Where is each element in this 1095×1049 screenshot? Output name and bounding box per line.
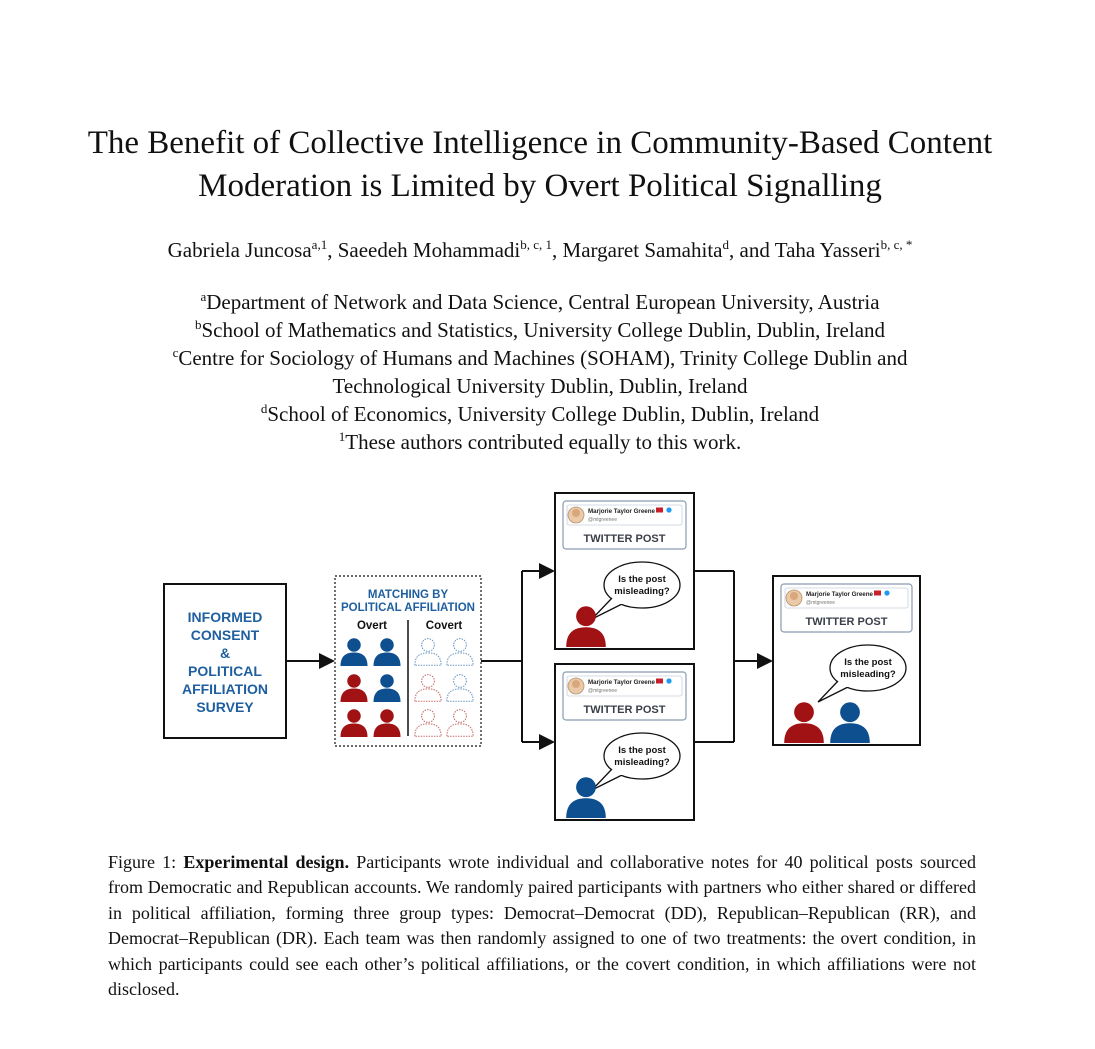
tweet-author-name: Marjorie Taylor Greene (806, 591, 873, 598)
tweet-handle: @mtgreenee (588, 517, 617, 523)
verified-icon (666, 507, 671, 512)
affiliation-superscript: 1 (338, 429, 346, 444)
consent-box-line: POLITICAL (188, 663, 262, 679)
affiliation-text: Department of Network and Data Science, Central European University, Austria (206, 290, 880, 314)
author-superscript: b, c, * (880, 237, 913, 252)
bubble-line-2: misleading? (614, 757, 670, 768)
flag-icon (656, 679, 663, 684)
tweet-handle: @mtgreenee (806, 600, 835, 606)
collaborative-note-panel (773, 576, 920, 745)
twitter-post-label: TWITTER POST (583, 704, 666, 716)
affiliation-text: These authors contributed equally to this work. (345, 430, 742, 454)
author-superscript: a,1 (311, 237, 328, 252)
author-superscript: d (722, 237, 729, 252)
affiliation-line (0, 372, 1080, 400)
affiliation-text: School of Economics, University College Dublin, Dublin, Ireland (267, 402, 820, 426)
author-superscript: b, c, 1 (520, 237, 553, 252)
overt-column-label: Overt (356, 620, 388, 632)
paper-title (0, 122, 1080, 208)
tweet-author-name: Marjorie Taylor Greene (588, 679, 655, 686)
covert-column-label: Covert (425, 620, 463, 632)
bubble-line-1: Is the post (844, 657, 892, 668)
bubble-line-1: Is the post (618, 745, 666, 756)
affiliation-line (0, 428, 1080, 456)
verified-icon (666, 678, 671, 683)
covert-condition-panel (555, 664, 694, 820)
twitter-post-label: TWITTER POST (805, 616, 888, 628)
twitter-post-label: TWITTER POST (583, 533, 666, 545)
matching-title-1: MATCHING BY (367, 589, 449, 601)
affiliation-line (0, 400, 1080, 428)
affiliation-superscript: a (200, 289, 207, 304)
affiliation-list (0, 288, 1080, 456)
affiliation-text: Centre for Sociology of Humans and Machines (SOHAM), Trinity College Dublin and (178, 346, 908, 370)
consent-survey-box (164, 584, 286, 738)
flag-icon (656, 508, 663, 513)
title-line-1: The Benefit of Collective Intelligence in Community-Based Content (87, 125, 993, 161)
author-list: Gabriela Juncosa$^{a,1}$, Saeedeh Mohammadi$^{b, c, 1}$, Margaret Samahita$^d$, and Taha Yasseri$^{b, c, *}$ (167, 237, 913, 262)
matching-box (335, 576, 481, 746)
affiliation-line (0, 344, 1080, 372)
tweet-handle: @mtgreenee (588, 688, 617, 694)
bubble-line-2: misleading? (840, 669, 896, 680)
flag-icon (874, 591, 881, 596)
consent-box-line: INFORMED (187, 609, 263, 625)
author-name: Gabriela Juncosa (167, 238, 312, 262)
author-name: Saeedeh Mohammadi (337, 238, 521, 262)
tweet-author-name: Marjorie Taylor Greene (588, 508, 655, 515)
consent-box-line: CONSENT (190, 627, 260, 643)
consent-box-line: AFFILIATION (181, 681, 269, 697)
title-line-2: Moderation is Limited by Overt Political Signalling (198, 168, 882, 204)
author-name: Taha Yasseri (774, 238, 881, 262)
bubble-line-2: misleading? (614, 586, 670, 597)
affiliation-superscript: c (172, 345, 179, 360)
consent-box-line: SURVEY (196, 699, 254, 715)
affiliation-line (0, 316, 1080, 344)
affiliation-superscript: d (260, 401, 268, 416)
affiliation-superscript: b (194, 317, 202, 332)
caption-prefix: Figure 1: (108, 852, 184, 872)
consent-box-line: & (219, 645, 231, 661)
author-name: Margaret Samahita (562, 238, 723, 262)
caption-body: Participants wrote individual and collaborative notes for 40 political posts sourced from Democratic and Republican accounts. We randomly paired participants with partners who either shared or differed in political affiliation, forming three group types: Democrat–Democrat (DD), Republican–Republican (RR), and Democrat–Republican (DR). Each team was then randomly assigned to one of two treatments: the overt condition, in which participants could see each other’s political affiliations, or the covert condition, in which affiliations were not disclosed. (108, 852, 976, 1000)
merge-arrows (694, 571, 771, 742)
caption-bold-title: Experimental design. (183, 852, 350, 872)
bubble-line-1: Is the post (618, 574, 666, 585)
branch-arrows (481, 571, 553, 742)
figure-caption (108, 850, 976, 1002)
matching-title-2: POLITICAL AFFILIATION (341, 602, 475, 614)
affiliation-text: Technological University Dublin, Dublin, Ireland (332, 374, 748, 398)
experimental-design-figure (0, 480, 1095, 840)
affiliation-text: School of Mathematics and Statistics, University College Dublin, Dublin, Ireland (201, 318, 886, 342)
overt-condition-panel (555, 493, 694, 649)
verified-icon (884, 590, 889, 595)
affiliation-line (0, 288, 1080, 316)
